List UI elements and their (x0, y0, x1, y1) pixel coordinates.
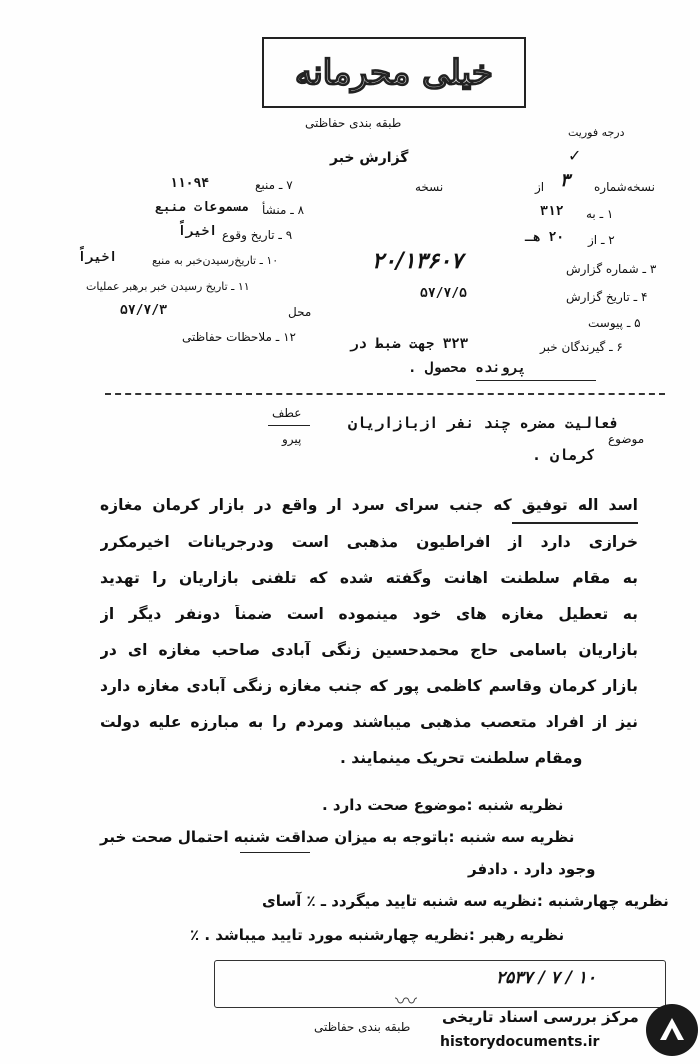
stamp-text: خیلی محرمانه (295, 52, 493, 93)
body-line-1: اسد اله توفیق که جنب سرای سرد ار واقع در بازار کرمان مغازه (100, 496, 638, 514)
separator-dashed (105, 393, 665, 395)
classification-stamp (262, 37, 526, 108)
opinion-wednesday: نظریه چهارشنبه :نظریه سه شنبه تایید میگردد ـ ٪ آسای (262, 892, 669, 910)
reference-label: عطف (272, 406, 302, 420)
opinion-tuesday-cont: وجود دارد . دادفر (468, 860, 596, 878)
field-report-date-value: ۵۷/۷/۵ (420, 286, 467, 301)
watermark-title: مرکز بررسی اسناد تاریخی (442, 1008, 639, 1026)
field-occurrence-value: اخیراً (178, 224, 218, 239)
field-origin-label: ۸ ـ منشأ (262, 203, 305, 217)
subject-label: موضوع (608, 432, 645, 446)
tick-mark: ✓ (568, 146, 582, 165)
body-line-2: خرازی دارد از افراطیون مذهبی است ودرجریانات اخیرمکرر (100, 533, 638, 551)
field-occurrence-label: ۹ ـ تاریخ وقوع (222, 228, 293, 242)
body-line-6: بازار کرمان وقاسم کاظمی پور که جنب مغازه زنگی آبادی مغازه دارد (100, 677, 638, 695)
field-received-source-label: ۱۰ ـ تاریخ‌رسیدن‌خبر به منبع (152, 254, 279, 267)
bottom-stamp-box (214, 960, 666, 1008)
field-to-value: ۳۱۲ (540, 204, 564, 219)
field-recipients-value-2: پرونده محصول . (408, 360, 527, 376)
field-source-value: ۱۱۰۹۴ (170, 176, 210, 191)
field-report-number-value: ۲۰/۱۳۶۰۷ (372, 248, 463, 274)
watermark-url: historydocuments.ir (440, 1034, 600, 1050)
field-security-notes-label: ۱۲ ـ ملاحظات حفاظتی (182, 330, 296, 344)
date-stamp: ۲۵۳۷ / ۷ / ۱۰ (496, 968, 597, 988)
field-recipients-label: ۶ ـ گیرندگان خبر (540, 340, 623, 354)
field-from-value: ۲۰ هـ (525, 230, 565, 245)
signature-scrawl: 〰 (395, 990, 418, 1015)
field-attachment-label: ۵ ـ پیوست (588, 316, 641, 330)
body-line-8: ومقام سلطنت تحریک مینمایند . (340, 749, 583, 767)
copy-number-value: ۳ (560, 170, 570, 191)
field-recipients-value: ۳۲۳ جهت ضبط در (350, 336, 469, 352)
field-source-label: ۷ ـ منبع (255, 178, 293, 192)
urgency-label: درجه فوریت (568, 126, 625, 139)
field-origin-value: مسموعات منبع (155, 200, 249, 215)
followup-label: پیرو (282, 432, 302, 446)
body-line-7: نیز از افراد متعصب مذهبی میباشند ومردم را به مبارزه علیه دولت (100, 713, 638, 731)
copy-number-to: نسخه (415, 180, 444, 194)
body-line-5: بازاریان باسامی حاج محمدحسین زنگی آبادی صاحب مغازه ای در (100, 641, 638, 659)
field-place-value: ۵۷/۷/۳ (120, 303, 167, 318)
field-from-label: ۲ ـ از (588, 233, 615, 247)
field-report-date-label: ۴ ـ تاریخ گزارش (566, 290, 648, 304)
recipients-underline (476, 380, 596, 381)
field-to-label: ۱ ـ به (586, 207, 614, 221)
classification-label: طبقه بندی حفاظتی (305, 116, 402, 130)
name-underline (512, 522, 638, 524)
report-title: گزارش خبر (330, 150, 409, 166)
field-place-label: محل (288, 305, 312, 319)
field-report-number-label: ۳ ـ شماره گزارش (566, 262, 657, 276)
opinion-saturday: نظریه شنبه :موضوع صحت دارد . (322, 796, 564, 814)
body-line-3: به مقام سلطنت اهانت وگفته شده که تلفنی بازاریان را تهدید (100, 569, 638, 587)
field-received-leader-label: ۱۱ ـ تاریخ رسیدن خبر برهبر عملیات (86, 280, 250, 293)
reference-divider (268, 425, 310, 426)
subject-line-2: کرمان . (532, 446, 596, 464)
copy-number-label: نسخه‌شماره (594, 180, 655, 194)
opinion-underline (240, 852, 310, 853)
archive-logo-icon (646, 1004, 698, 1056)
opinion-leader: نظریه رهبر :نظریه چهارشنبه مورد تایید میباشد . ٪ (190, 926, 565, 944)
opinion-tuesday: نظریه سه شنبه :باتوجه به میزان صداقت شنبه احتمال صحت خبر (100, 828, 575, 846)
footer-classification-label: طبقه بندی حفاظتی (314, 1020, 411, 1034)
copy-number-from: از (535, 180, 545, 194)
body-line-4: به تعطیل مغازه های خود مینموده است ضمناً دونفر دیگر از (100, 605, 638, 623)
field-received-source-value: اخیراً (78, 250, 118, 265)
subject-line-1: فعالیت مضره چند نفر ازبازاریان (348, 414, 619, 432)
